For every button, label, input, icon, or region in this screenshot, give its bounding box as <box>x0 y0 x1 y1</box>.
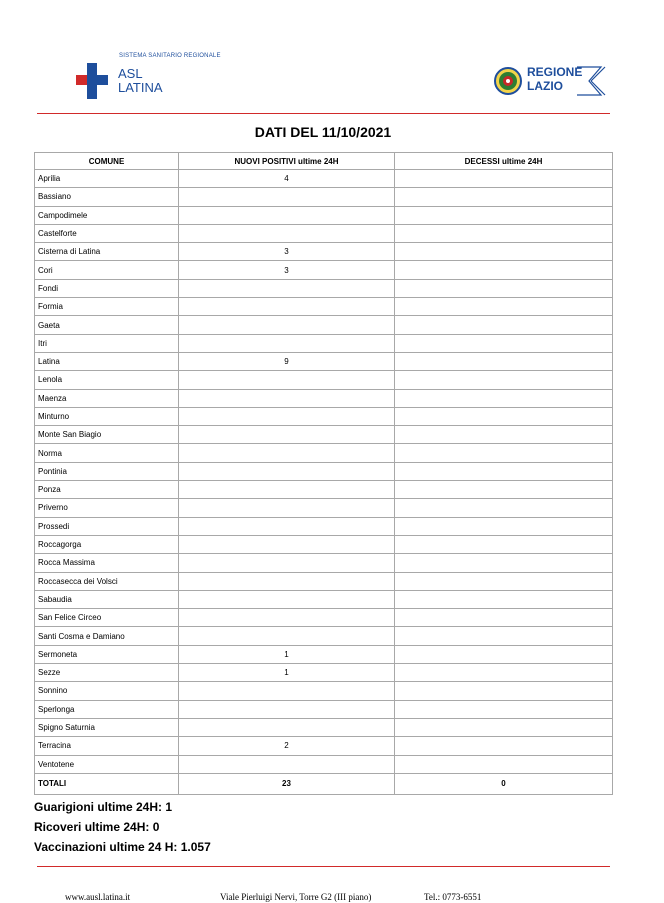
cell-nuovi-positivi <box>179 609 395 627</box>
table-row <box>35 517 613 535</box>
cell-decessi <box>395 371 613 389</box>
table-row <box>35 700 613 718</box>
cell-nuovi-positivi <box>179 389 395 407</box>
cell-nuovi-positivi <box>179 481 395 499</box>
table-row <box>35 352 613 370</box>
cell-comune: Castelforte <box>35 224 179 242</box>
cell-nuovi-positivi <box>179 572 395 590</box>
table-row <box>35 188 613 206</box>
table-row <box>35 535 613 553</box>
cell-comune: Cisterna di Latina <box>35 243 179 261</box>
table-row <box>35 682 613 700</box>
asl-logo-line2: LATINA <box>118 80 163 95</box>
guarigioni-summary: Guarigioni ultime 24H: 1 <box>34 800 173 814</box>
cell-nuovi-positivi: 3 <box>179 243 395 261</box>
cell-nuovi-positivi <box>179 444 395 462</box>
table-row <box>35 279 613 297</box>
cell-comune: Roccasecca dei Volsci <box>35 572 179 590</box>
asl-subtitle: SISTEMA SANITARIO REGIONALE <box>119 53 221 59</box>
cell-nuovi-positivi: 4 <box>179 170 395 188</box>
footer-divider <box>37 866 610 867</box>
cell-nuovi-positivi <box>179 700 395 718</box>
cell-decessi <box>395 664 613 682</box>
cell-comune: Priverno <box>35 499 179 517</box>
table-row <box>35 426 613 444</box>
asl-cross-icon <box>76 63 108 99</box>
cell-comune: Latina <box>35 352 179 370</box>
table-row <box>35 407 613 425</box>
table-row <box>35 572 613 590</box>
cell-comune: Santi Cosma e Damiano <box>35 627 179 645</box>
cell-comune: Sezze <box>35 664 179 682</box>
cell-decessi <box>395 682 613 700</box>
cell-nuovi-positivi <box>179 316 395 334</box>
total-label: TOTALI <box>35 773 179 794</box>
table-row <box>35 261 613 279</box>
cell-decessi <box>395 334 613 352</box>
cell-comune: Fondi <box>35 279 179 297</box>
cell-decessi <box>395 261 613 279</box>
table-header-row <box>35 153 613 170</box>
cell-decessi <box>395 389 613 407</box>
comuni-table <box>34 152 613 795</box>
total-decessi: 0 <box>395 773 613 794</box>
table-row <box>35 664 613 682</box>
cell-nuovi-positivi <box>179 407 395 425</box>
cell-nuovi-positivi: 3 <box>179 261 395 279</box>
cell-nuovi-positivi <box>179 224 395 242</box>
cell-nuovi-positivi: 9 <box>179 352 395 370</box>
table-row <box>35 499 613 517</box>
table-row <box>35 243 613 261</box>
asl-logo-text <box>118 67 163 95</box>
cell-decessi <box>395 170 613 188</box>
table-row <box>35 737 613 755</box>
table-row <box>35 755 613 773</box>
cell-comune: Formia <box>35 298 179 316</box>
cell-decessi <box>395 444 613 462</box>
cell-nuovi-positivi <box>179 371 395 389</box>
table-row <box>35 206 613 224</box>
cell-comune: Sermoneta <box>35 645 179 663</box>
cell-decessi <box>395 224 613 242</box>
total-nuovi-positivi: 23 <box>179 773 395 794</box>
cell-comune: Campodimele <box>35 206 179 224</box>
table-row <box>35 170 613 188</box>
cell-comune: Lenola <box>35 371 179 389</box>
table-row <box>35 718 613 736</box>
cell-decessi <box>395 590 613 608</box>
cell-nuovi-positivi: 1 <box>179 645 395 663</box>
cell-comune: Rocca Massima <box>35 554 179 572</box>
cell-decessi <box>395 737 613 755</box>
cell-decessi <box>395 609 613 627</box>
table-row <box>35 444 613 462</box>
table-row <box>35 334 613 352</box>
table-row <box>35 298 613 316</box>
cell-decessi <box>395 627 613 645</box>
cell-comune: Ventotene <box>35 755 179 773</box>
cell-nuovi-positivi <box>179 499 395 517</box>
cell-comune: Roccagorga <box>35 535 179 553</box>
cell-decessi <box>395 206 613 224</box>
cell-decessi <box>395 517 613 535</box>
footer-address: Viale Pierluigi Nervi, Torre G2 (III piano) <box>220 892 372 902</box>
asl-logo-line1: ASL <box>118 66 143 81</box>
cell-nuovi-positivi: 1 <box>179 664 395 682</box>
footer-phone: Tel.: 0773-6551 <box>424 892 482 902</box>
table-row <box>35 389 613 407</box>
cell-comune: Norma <box>35 444 179 462</box>
cell-decessi <box>395 188 613 206</box>
cell-decessi <box>395 243 613 261</box>
cell-decessi <box>395 645 613 663</box>
cell-decessi <box>395 718 613 736</box>
cell-decessi <box>395 499 613 517</box>
cell-nuovi-positivi: 2 <box>179 737 395 755</box>
cell-decessi <box>395 298 613 316</box>
cell-comune: Minturno <box>35 407 179 425</box>
cell-comune: Itri <box>35 334 179 352</box>
cell-decessi <box>395 535 613 553</box>
cell-decessi <box>395 279 613 297</box>
table-row <box>35 224 613 242</box>
cell-decessi <box>395 700 613 718</box>
cell-comune: Monte San Biagio <box>35 426 179 444</box>
table-row <box>35 627 613 645</box>
table-row <box>35 481 613 499</box>
cell-comune: Sonnino <box>35 682 179 700</box>
table-total-row <box>35 773 613 794</box>
table-row <box>35 462 613 480</box>
cell-nuovi-positivi <box>179 206 395 224</box>
cell-decessi <box>395 407 613 425</box>
cell-nuovi-positivi <box>179 188 395 206</box>
cell-decessi <box>395 316 613 334</box>
cell-comune: Prossedi <box>35 517 179 535</box>
cell-nuovi-positivi <box>179 682 395 700</box>
column-header-nuovi-positivi: NUOVI POSITIVI ultime 24H <box>179 153 395 170</box>
cell-nuovi-positivi <box>179 627 395 645</box>
cell-nuovi-positivi <box>179 426 395 444</box>
cell-nuovi-positivi <box>179 279 395 297</box>
regione-lazio-text <box>527 65 582 93</box>
ricoveri-summary: Ricoveri ultime 24H: 0 <box>34 820 160 834</box>
cell-comune: Spigno Saturnia <box>35 718 179 736</box>
page-header <box>0 0 664 115</box>
column-header-decessi: DECESSI ultime 24H <box>395 153 613 170</box>
table-row <box>35 609 613 627</box>
table-row <box>35 590 613 608</box>
cell-comune: Sperlonga <box>35 700 179 718</box>
cell-comune: Gaeta <box>35 316 179 334</box>
cell-decessi <box>395 572 613 590</box>
header-divider <box>37 113 610 114</box>
cell-comune: Sabaudia <box>35 590 179 608</box>
cell-nuovi-positivi <box>179 535 395 553</box>
table-row <box>35 371 613 389</box>
cell-decessi <box>395 352 613 370</box>
region-line2: LAZIO <box>527 79 563 93</box>
cell-decessi <box>395 462 613 480</box>
table-row <box>35 645 613 663</box>
vaccinazioni-summary: Vaccinazioni ultime 24 H: 1.057 <box>34 840 211 854</box>
cell-decessi <box>395 426 613 444</box>
footer-website[interactable]: www.ausl.latina.it <box>65 892 131 902</box>
page-title: DATI DEL 11/10/2021 <box>254 124 392 140</box>
region-line1: REGIONE <box>527 65 583 79</box>
cell-comune: Pontinia <box>35 462 179 480</box>
cell-nuovi-positivi <box>179 718 395 736</box>
cell-nuovi-positivi <box>179 462 395 480</box>
cell-comune: Cori <box>35 261 179 279</box>
regione-lazio-chevron-icon <box>577 64 607 98</box>
cell-nuovi-positivi <box>179 590 395 608</box>
cell-comune: San Felice Circeo <box>35 609 179 627</box>
cell-nuovi-positivi <box>179 298 395 316</box>
cell-nuovi-positivi <box>179 554 395 572</box>
cell-comune: Maenza <box>35 389 179 407</box>
cell-nuovi-positivi <box>179 517 395 535</box>
cell-nuovi-positivi <box>179 334 395 352</box>
cell-decessi <box>395 554 613 572</box>
table-row <box>35 316 613 334</box>
cell-decessi <box>395 755 613 773</box>
table-row <box>35 554 613 572</box>
cell-nuovi-positivi <box>179 755 395 773</box>
cell-comune: Aprilia <box>35 170 179 188</box>
cell-decessi <box>395 481 613 499</box>
cell-comune: Ponza <box>35 481 179 499</box>
cell-comune: Bassiano <box>35 188 179 206</box>
cell-comune: Terracina <box>35 737 179 755</box>
column-header-comune: COMUNE <box>35 153 179 170</box>
